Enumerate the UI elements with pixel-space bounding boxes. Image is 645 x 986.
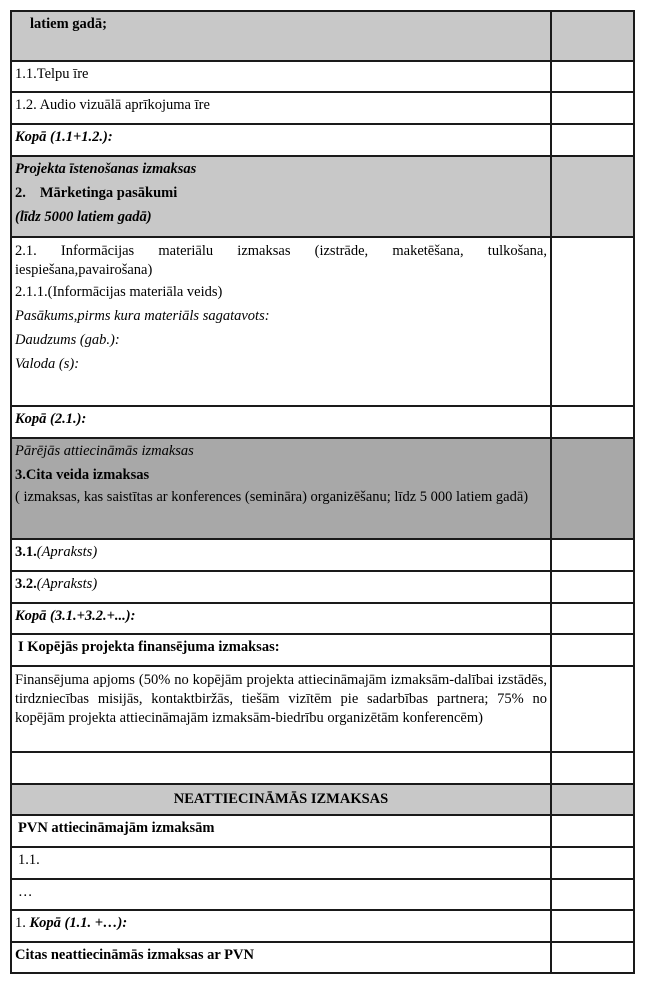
amount-cell	[551, 634, 634, 666]
row-empty	[11, 752, 551, 784]
amount-cell	[551, 406, 634, 438]
amount-cell	[551, 438, 634, 539]
table-row	[11, 752, 634, 784]
table-row	[11, 784, 634, 815]
amount-cell	[551, 539, 634, 571]
amount-cell	[551, 666, 634, 752]
table-row	[11, 910, 634, 942]
cost-table	[10, 10, 635, 974]
table-row	[11, 879, 634, 910]
table-row	[11, 634, 634, 666]
row-total-vat: 1. Kopā (1.1. +…):	[11, 910, 551, 942]
table-row	[11, 237, 634, 406]
table-row	[11, 406, 634, 438]
table-row	[11, 61, 634, 92]
amount-cell	[551, 124, 634, 156]
table-row	[11, 847, 634, 879]
table-row	[11, 666, 634, 752]
row-other-ineligible: Citas neattiecināmās izmaksas ar PVN	[11, 942, 551, 973]
row-ellipsis: …	[11, 879, 551, 910]
amount-cell	[551, 942, 634, 973]
row-3-1: 3.1.(Apraksts)	[11, 539, 551, 571]
table-row	[11, 11, 634, 61]
amount-cell	[551, 571, 634, 603]
table-row	[11, 438, 634, 539]
amount-cell	[551, 910, 634, 942]
amount-cell	[551, 603, 634, 634]
row-marketing-header: Projekta īstenošanas izmaksas 2. Mārketinga pasākumi (līdz 5000 latiem gadā)	[11, 156, 551, 237]
row-av-rent: 1.2. Audio vizuālā aprīkojuma īre	[11, 92, 551, 124]
table-row	[11, 156, 634, 237]
amount-cell	[551, 879, 634, 910]
amount-cell	[551, 847, 634, 879]
row-years-label: latiem gadā;	[11, 11, 551, 61]
amount-cell	[551, 784, 634, 815]
table-row	[11, 124, 634, 156]
row-funding-amount: Finansējuma apjoms (50% no kopējām projekta attiecināmajām izmaksām-dalībai izstādēs, tirdzniecības misijās, kontaktbiržās, tiešām vizītēm pie sadarbības partnera; 75% no kopējām projekta attiecināmajām izmaksām-biedrību organizētām konferencēm)	[11, 666, 551, 752]
amount-cell	[551, 11, 634, 61]
table-row	[11, 92, 634, 124]
table-row	[11, 539, 634, 571]
row-vat-1-1: 1.1.	[11, 847, 551, 879]
row-premises-rent: 1.1.Telpu īre	[11, 61, 551, 92]
amount-cell	[551, 156, 634, 237]
table-row	[11, 571, 634, 603]
table-row	[11, 603, 634, 634]
table-row	[11, 942, 634, 973]
row-total-1: Kopā (1.1+1.2.):	[11, 124, 551, 156]
row-ineligible-header: NEATTIECINĀMĀS IZMAKSAS	[11, 784, 551, 815]
row-info-materials: 2.1. Informācijas materiālu izmaksas (izstrāde, maketēšana, tulkošana, iespiešana,pavairošana) 2.1.1.(Informācijas materiāla veids) Pasākums,pirms kura materiāls sagatavots: Daudzums (gab.): Valoda (s):	[11, 237, 551, 406]
amount-cell	[551, 815, 634, 847]
amount-cell	[551, 92, 634, 124]
row-total-3: Kopā (3.1.+3.2.+...):	[11, 603, 551, 634]
row-vat: PVN attiecināmajām izmaksām	[11, 815, 551, 847]
table-row	[11, 815, 634, 847]
amount-cell	[551, 752, 634, 784]
row-total-funding: I Kopējās projekta finansējuma izmaksas:	[11, 634, 551, 666]
amount-cell	[551, 237, 634, 406]
row-total-2: Kopā (2.1.):	[11, 406, 551, 438]
row-3-2: 3.2.(Apraksts)	[11, 571, 551, 603]
row-other-costs-header: Pārējās attiecināmās izmaksas 3.Cita veida izmaksas ( izmaksas, kas saistītas ar konferences (semināra) organizēšanu; līdz 5 000 latiem gadā)	[11, 438, 551, 539]
amount-cell	[551, 61, 634, 92]
